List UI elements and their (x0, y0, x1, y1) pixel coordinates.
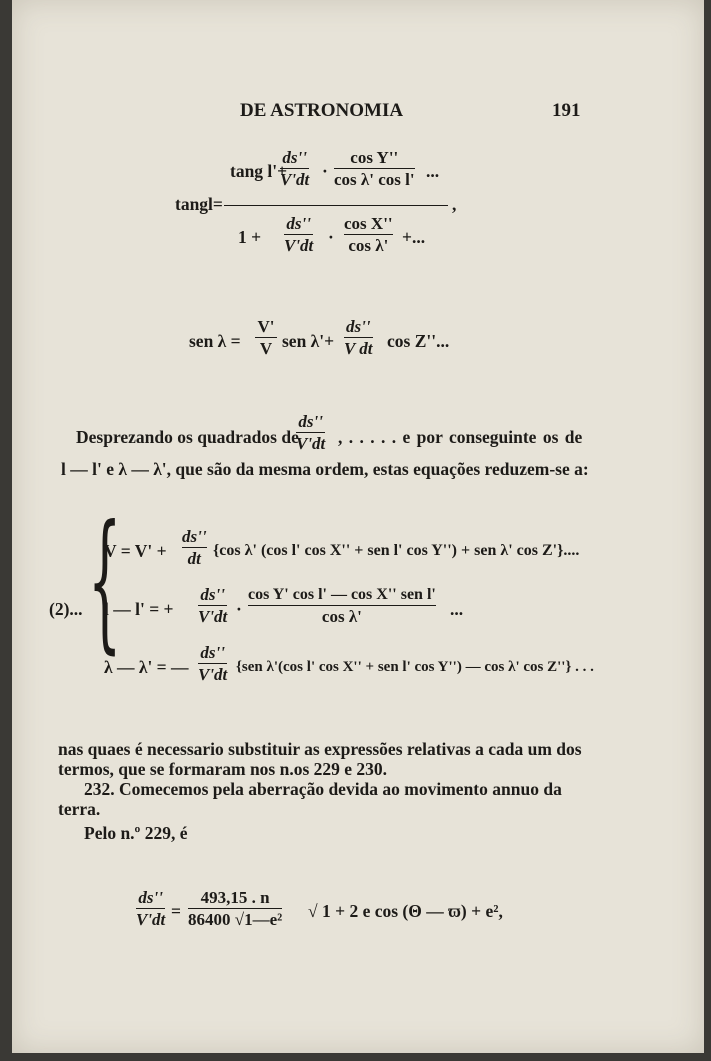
eq2-frac2: ds'' V dt (344, 317, 373, 358)
eq1-num-tail: ... (426, 161, 440, 181)
eq1-main-bar (224, 205, 448, 206)
eq3-equals: = (171, 901, 181, 921)
eq1-num-dot: · (322, 161, 328, 181)
eq1-den-frac2: cos X'' cos λ' (344, 214, 393, 255)
eq1-num-frac1: ds'' V'dt (280, 148, 310, 189)
para3-line2: terra. (58, 799, 101, 819)
system-row2-dot: · (236, 599, 242, 619)
para4-line1: Pelo n.º 229, é (84, 823, 188, 843)
para3-line1: 232. Comecemos pela aberração devida ao movimento annuo da (84, 779, 562, 799)
para1-tail: , . . . . . e por conseguinte os de (338, 427, 583, 447)
eq2-mid: sen λ'+ (282, 331, 335, 351)
system-row2-tail: ... (450, 599, 464, 619)
para2-line1: nas quaes é necessario substituir as expressões relativas a cada um dos (58, 739, 582, 759)
left-brace: { (88, 494, 122, 668)
eq2-tail: cos Z''... (387, 331, 450, 351)
system-label: (2)... (49, 599, 83, 619)
eq3-frac: 493,15 . n 86400 √1—e² (188, 888, 283, 929)
eq2-frac1: V' V (255, 317, 277, 358)
running-title: DE ASTRONOMIA (240, 100, 404, 121)
eq3-lhs-frac: ds'' V'dt (136, 888, 166, 929)
para1-frac: ds'' V'dt (296, 412, 326, 453)
para1-lead: Desprezando os quadrados de (76, 427, 299, 447)
system-row2-frac2: cos Y' cos l' — cos X'' sen l' cos λ' (248, 586, 436, 626)
para1-line2: l — l' e λ — λ', que são da mesma ordem, estas equações reduzem-se a: (61, 459, 589, 479)
system-row2-lead: l — l' = + (104, 599, 174, 619)
eq1-den-lead: 1 + (238, 227, 262, 247)
system-row3-lead: λ — λ' = — (104, 657, 189, 677)
para2-line2: termos, que se formaram nos n.os 229 e 230. (58, 759, 388, 779)
eq1-num-lead: tang l'+ (230, 161, 288, 181)
eq1-den-dot: · (328, 227, 334, 247)
eq3-root: √ 1 + 2 e cos (Θ — ϖ) + e², (308, 901, 503, 921)
system-row3-tail: {sen λ'(cos l' cos X'' + sen l' cos Y'') — cos λ' cos Z''} . . . (236, 659, 594, 675)
book-page (12, 0, 704, 1053)
eq1-den-frac1: ds'' V'dt (284, 214, 314, 255)
eq1-comma: , (452, 194, 457, 214)
eq1-num-frac2: cos Y'' cos λ' cos l' (334, 148, 415, 189)
eq1-lhs: tangl= (175, 194, 223, 214)
system-row3-frac: ds'' V'dt (198, 643, 228, 684)
page-number: 191 (552, 100, 581, 121)
system-row1-tail: {cos λ' (cos l' cos X'' + sen l' cos Y'') + sen λ' cos Z'}.... (213, 542, 580, 559)
system-row1-frac: ds'' dt (182, 527, 207, 568)
system-row2-frac: ds'' V'dt (198, 585, 228, 626)
system-row1-lead: V = V' + (104, 541, 167, 561)
eq1-den-tail: +... (402, 227, 426, 247)
eq2-lhs: sen λ = (189, 331, 241, 351)
